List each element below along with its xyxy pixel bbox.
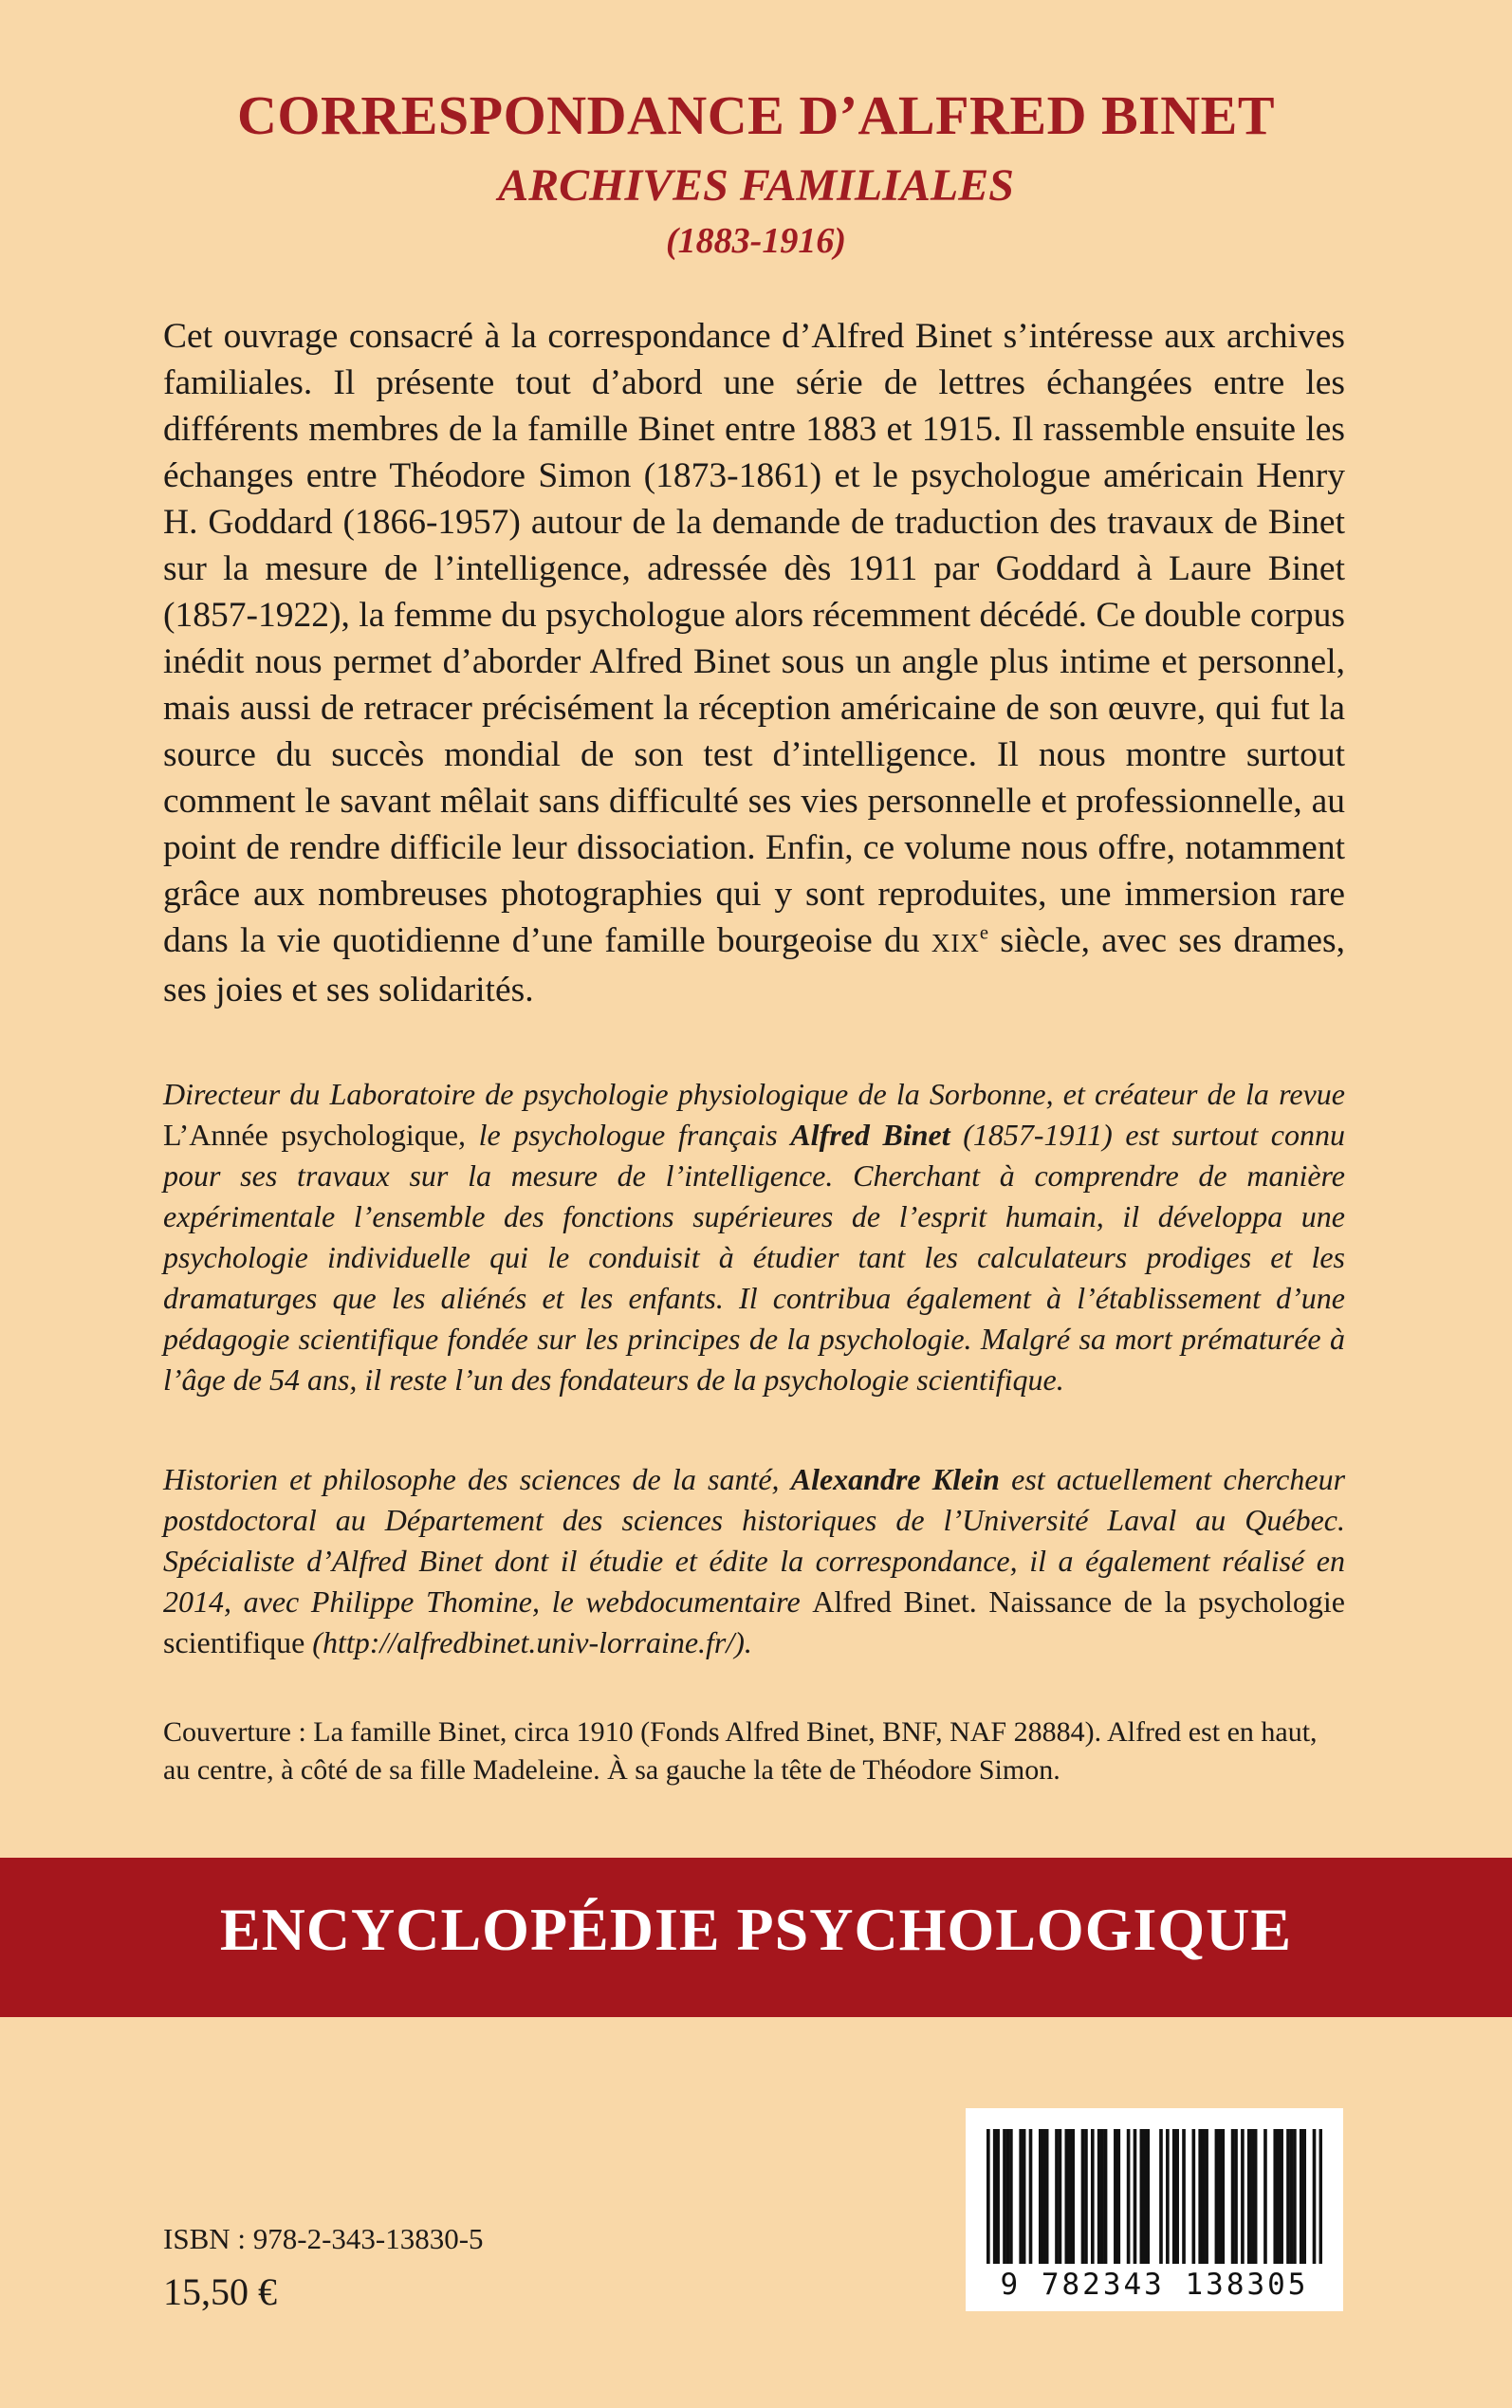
klein-name: Alexandre Klein xyxy=(790,1462,1000,1496)
barcode-bar xyxy=(1218,2129,1222,2264)
isbn: ISBN : 978-2-343-13830-5 xyxy=(163,2222,484,2255)
barcode-bar xyxy=(1116,2129,1120,2264)
barcode-bar xyxy=(1313,2129,1317,2264)
author-bio-klein xyxy=(163,1459,1345,1663)
barcode-bar xyxy=(1140,2129,1144,2264)
barcode-bar xyxy=(1146,2129,1150,2264)
barcode-bar xyxy=(1091,2129,1095,2264)
barcode-bar xyxy=(1175,2129,1179,2264)
book-subtitle: ARCHIVES FAMILIALES xyxy=(498,160,1014,211)
barcode-bar xyxy=(1205,2129,1208,2264)
barcode-bar xyxy=(1127,2129,1131,2264)
barcode-bar xyxy=(1159,2129,1163,2264)
bio-klein-text-2: est actuellement chercheur postdoctoral au Département des sciences historiques de l’Université Laval au Québec. Spécialiste d’Alfred Binet dont il étudie et édite la correspondance, il a également réalisé en 2014, avec Philippe Thomine, le webdocumentaire xyxy=(163,1462,1346,1619)
barcode-bar xyxy=(1250,2129,1254,2264)
barcode-bar xyxy=(1081,2129,1085,2264)
barcode-bar xyxy=(1064,2129,1068,2264)
barcode-bar xyxy=(1263,2129,1267,2264)
barcode-bar xyxy=(1023,2129,1026,2264)
barcode-bar xyxy=(1143,2129,1147,2264)
barcode-bar xyxy=(1100,2129,1104,2264)
barcode-bar xyxy=(1042,2129,1045,2264)
barcode-bar xyxy=(1029,2129,1033,2264)
barcode-bar xyxy=(996,2129,1000,2264)
barcode-bar xyxy=(1198,2129,1202,2264)
barcode-bar xyxy=(1039,2129,1042,2264)
barcode-bar xyxy=(1277,2129,1281,2264)
cover-credit: Couverture : La famille Binet, circa 1910 (Fonds Alfred Binet, BNF, NAF 28884). Alfred est en haut, au centre, à côté de sa fille Madeleine. À sa gauche la tête de Théodore Simon. xyxy=(163,1716,1318,1786)
century-numeral: XIX xyxy=(931,929,980,957)
book-title: CORRESPONDANCE D’ALFRED BINET xyxy=(236,84,1276,146)
barcode-bar xyxy=(1071,2129,1075,2264)
barcode-bar xyxy=(1003,2129,1006,2264)
barcode-bar xyxy=(1068,2129,1072,2264)
bio-binet-text-3: (1857-1911) est surtout connu pour ses travaux sur la mesure de l’intelligence. Cherchant à comprendre de manière expérimentale l’ensemble des fonctions supérieures de l’esprit humain, il développa une psychologie individuelle qui le conduisit à étudier tant les calculateurs prodiges et les dramaturges que les aliénés et les enfants. Il contribua également à l’établissement d’une pédagogie scientifique fondée sur les principes de la psychologie. Malgré sa mort prématurée à l’âge de 54 ans, il reste l’un des fondateurs de la psychologie scientifique. xyxy=(163,1118,1345,1397)
barcode-bar xyxy=(1192,2129,1196,2264)
barcode-bar xyxy=(1045,2129,1049,2264)
barcode-bar xyxy=(1234,2129,1238,2264)
barcode-bar xyxy=(1300,2129,1303,2264)
barcode-bar xyxy=(1172,2129,1176,2264)
barcode-bar xyxy=(1247,2129,1251,2264)
barcode-bar xyxy=(1019,2129,1023,2264)
barcode-bar xyxy=(1286,2129,1290,2264)
barcode-bar xyxy=(1055,2129,1059,2264)
barcode-bar xyxy=(1241,2129,1245,2264)
barcode-bar xyxy=(1302,2129,1306,2264)
webdoc-title: Alfred Binet. Naissance de la psychologie scientifique xyxy=(163,1584,1346,1659)
barcode-bars xyxy=(986,2129,1322,2264)
author-bio-binet xyxy=(163,1074,1345,1400)
barcode-bar xyxy=(1114,2129,1117,2264)
barcode-bar xyxy=(1104,2129,1108,2264)
bio-binet-text: Directeur du Laboratoire de psychologie physiologique de la Sorbonne, et créateur de la revue xyxy=(163,1077,1345,1111)
barcode-bar xyxy=(1221,2129,1225,2264)
series-title: ENCYCLOPÉDIE PSYCHOLOGIQUE xyxy=(219,1896,1293,1963)
barcode-bar xyxy=(1134,2129,1137,2264)
summary-paragraph xyxy=(163,313,1345,1013)
barcode-bar xyxy=(1215,2129,1219,2264)
century-superscript: e xyxy=(979,922,988,944)
barcode-bar xyxy=(1182,2129,1186,2264)
barcode-bar xyxy=(1273,2129,1277,2264)
summary-text-end: siècle, avec ses drames, ses joies et ses solidarités. xyxy=(163,921,1346,1010)
barcode-bar xyxy=(1097,2129,1101,2264)
book-dates: (1883-1916) xyxy=(666,221,846,261)
barcode-bar xyxy=(1280,2129,1283,2264)
barcode-bar xyxy=(1059,2129,1062,2264)
barcode-bar xyxy=(1319,2129,1322,2264)
barcode-bar xyxy=(1009,2129,1013,2264)
barcode-bar xyxy=(1166,2129,1170,2264)
binet-name: Alfred Binet xyxy=(790,1118,950,1152)
bio-klein-url: (http://alfredbinet.univ-lorraine.fr/). xyxy=(304,1625,752,1659)
barcode xyxy=(966,2108,1343,2311)
summary-text: Cet ouvrage consacré à la correspondance d’Alfred Binet s’intéresse aux archives familiales. Il présente tout d’abord une série de lettres échangées entre les différents membres de la famille Binet entre 1883 et 1915. Il rassemble ensuite les échanges entre Théodore Simon (1873-1861) et le psychologue américain Henry H. Goddard (1866-1957) autour de la demande de traduction des travaux de Binet sur la mesure de l’intelligence, adressée dès 1911 par Goddard à Laure Binet (1857-1922), la femme du psychologue alors récemment décédé. Ce double corpus inédit nous permet d’aborder Alfred Binet sous un angle plus intime et personnel, mais aussi de retracer précisément la réception américaine de son œuvre, qui fut la source du succès mondial de son test d’intelligence. Il nous montre surtout comment le savant mêlait sans difficulté ses vies personnelle et professionnelle, au point de rendre difficile leur dissociation. Enfin, ce volume nous offre, notamment grâce aux nombreuses photographies qui y sont reproduites, une immersion rare dans la vie quotidienne d’une famille bourgeoise du xyxy=(163,317,1345,960)
barcode-digits: 9 782343 138305 xyxy=(1000,2268,1309,2302)
bio-klein-text: Historien et philosophe des sciences de la santé, xyxy=(163,1462,791,1496)
barcode-bar xyxy=(1202,2129,1206,2264)
barcode-bar xyxy=(1006,2129,1010,2264)
barcode-bar xyxy=(1293,2129,1297,2264)
barcode-bar xyxy=(1231,2129,1235,2264)
journal-title: L’Année psychologique xyxy=(163,1118,459,1152)
barcode-bar xyxy=(1084,2129,1088,2264)
barcode-bar xyxy=(1290,2129,1294,2264)
barcode-bar xyxy=(993,2129,997,2264)
barcode-bar xyxy=(1254,2129,1258,2264)
bio-binet-text-2: , le psychologue français xyxy=(458,1118,791,1152)
barcode-bar xyxy=(986,2129,990,2264)
price: 15,50 € xyxy=(163,2270,277,2313)
